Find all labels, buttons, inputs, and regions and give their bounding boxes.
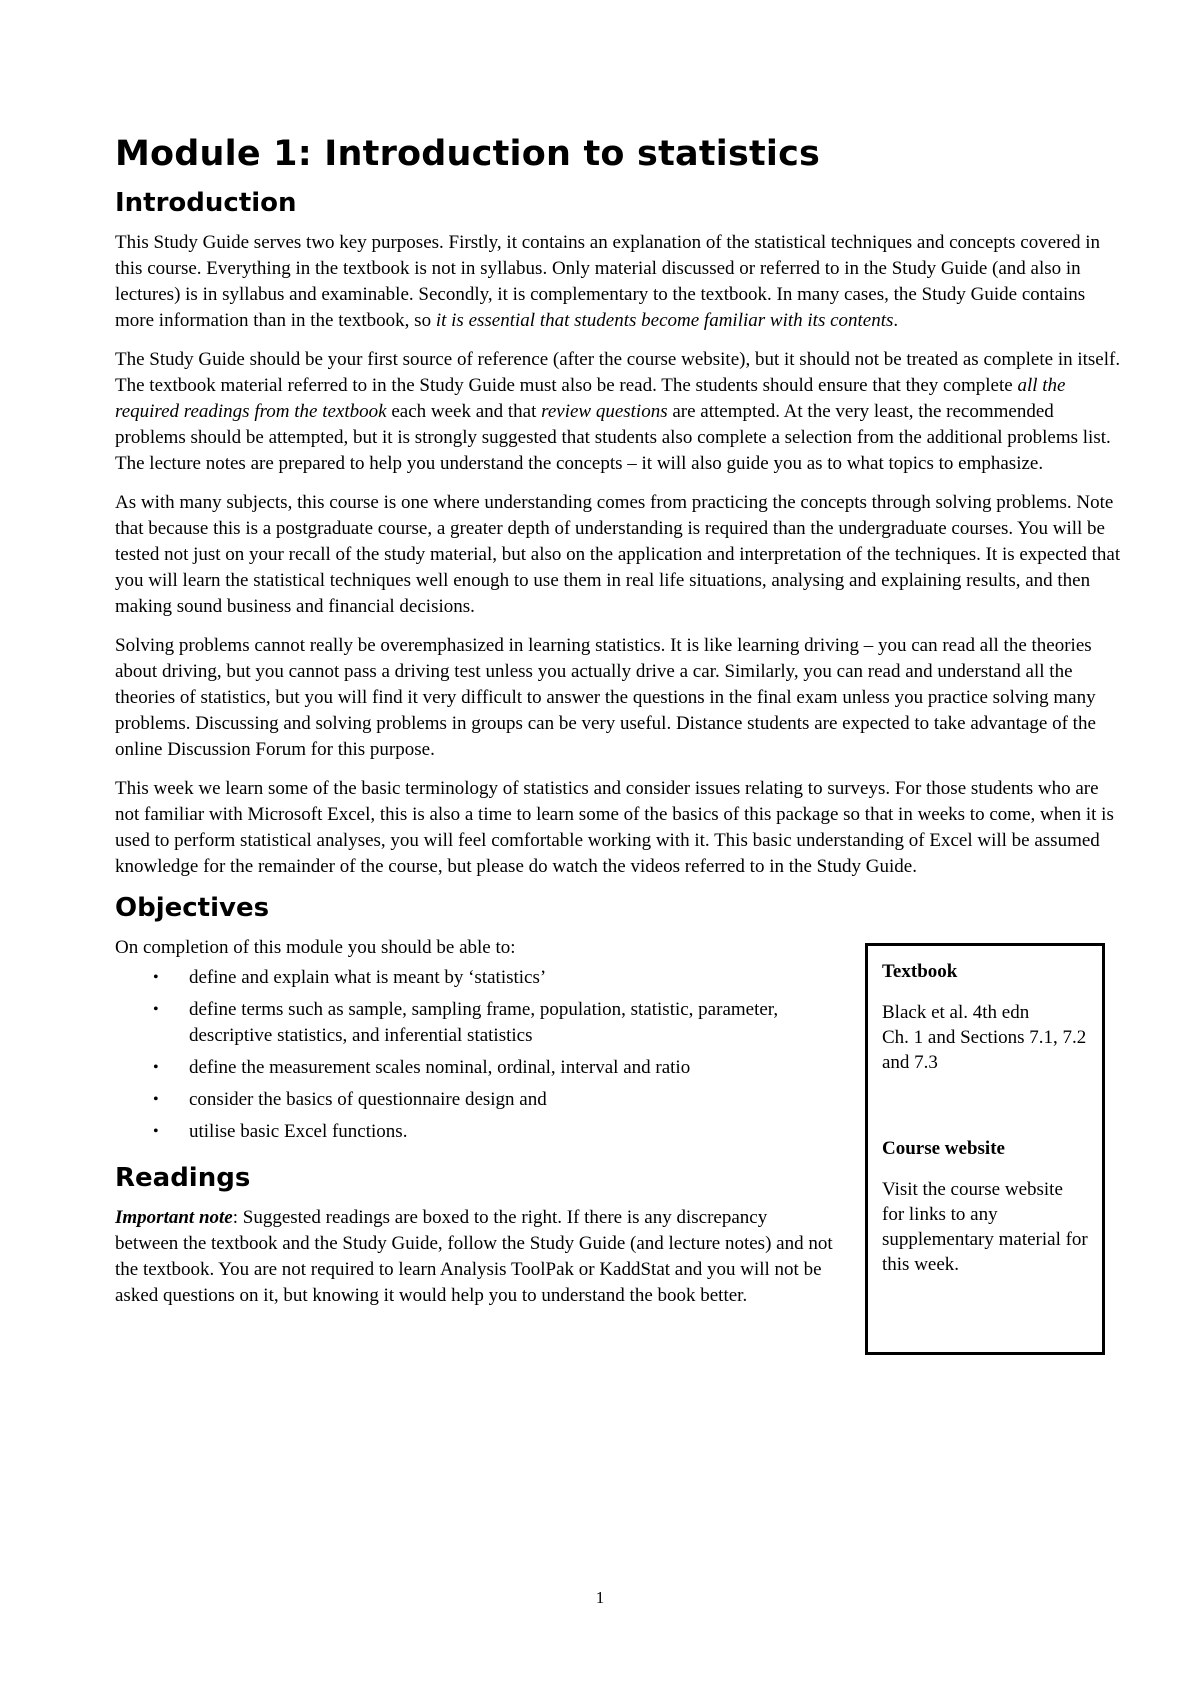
suggested-readings-box — [865, 943, 1105, 1355]
readings-note — [115, 1205, 835, 1309]
intro-paragraph-1 — [115, 230, 1125, 334]
course-website-heading: Course website — [882, 1138, 1005, 1159]
bullet-icon: • — [153, 969, 159, 986]
readings-heading: Readings — [115, 1163, 251, 1193]
bullet-icon: • — [153, 1059, 159, 1076]
readings-note-text: : Suggested readings are boxed to the right. If there is any discrepancy between the textbook and the Study Guide, follow the Study Guide (and lecture notes) and not the textbook. You are not required to learn Analysis ToolPak or KaddStat and you will not be asked questions on it, but knowing it would help you to understand the book better. — [115, 1207, 833, 1306]
objective-text: utilise basic Excel functions. — [189, 1121, 408, 1142]
objectives-list — [115, 965, 835, 1145]
intro-p2-c: are attempted. At the very least, the recommended problems should be attempted, but it is strongly suggested that students also complete a selection from the additional problems list. The lecture notes are prepared to help you understand the concepts – it will also guide you as to what topics to emphasize. — [115, 401, 1111, 474]
bullet-icon: • — [153, 1001, 159, 1018]
left-column — [115, 893, 835, 1309]
bullet-icon: • — [153, 1091, 159, 1108]
objectives-heading: Objectives — [115, 893, 270, 923]
intro-paragraph-3: As with many subjects, this course is one where understanding comes from practicing the concepts through solving problems. Note that because this is a postgraduate course, a greater depth of understanding is required than the undergraduate courses. You will be tested not just on your recall of the study material, but also on the application and interpretation of the techniques. It is expected that you will learn the statistical techniques well enough to use them in real life situations, analysing and explaining results, and then making sound business and financial decisions. — [115, 492, 1121, 617]
list-item — [115, 1087, 835, 1113]
introduction-heading: Introduction — [115, 188, 297, 218]
intro-p2-emphasis-1: all the required readings from the textbook — [115, 375, 1066, 422]
intro-paragraph-4: Solving problems cannot really be overemphasized in learning statistics. It is like learning driving – you can read all the theories about driving, but you cannot pass a driving test unless you actually drive a car. Similarly, you can read and understand all the theories of statistics, but you will find it very difficult to answer the questions in the final exam unless you practice solving many problems. Discussing and solving problems in groups can be very useful. Distance students are expected to take advantage of the online Discussion Forum for this purpose. — [115, 635, 1096, 760]
course-website-text: Visit the course website for links to any supplementary material for this week. — [882, 1179, 1088, 1275]
intro-p2-emphasis-2: review questions — [541, 401, 668, 422]
intro-p1-emphasis: it is essential that students become familiar with its contents — [435, 310, 894, 331]
list-item — [115, 1055, 835, 1081]
objective-text: define the measurement scales nominal, ordinal, interval and ratio — [189, 1057, 691, 1078]
intro-p1-text: This Study Guide serves two key purposes. Firstly, it contains an explanation of the statistical techniques and concepts covered in this course. Everything in the textbook is not in syllabus. Only material discussed or referred to in the Study Guide (and also in lectures) is in syllabus and examinable. Secondly, it is complementary to the textbook. In many cases, the Study Guide contains more information than in the textbook, so — [115, 232, 1100, 331]
page-content — [115, 120, 1125, 1322]
objective-text: consider the basics of questionnaire design and — [189, 1089, 547, 1110]
objective-text: define and explain what is meant by ‘statistics’ — [189, 967, 547, 988]
intro-p2-a: The Study Guide should be your first source of reference (after the course website), but it should not be treated as complete in itself. The textbook material referred to in the Study Guide must also be read. The students should ensure that they complete — [115, 349, 1121, 396]
box-spacer — [882, 1075, 1088, 1137]
intro-paragraph-5: This week we learn some of the basic terminology of statistics and consider issues relating to surveys. For those students who are not familiar with Microsoft Excel, this is also a time to learn some of the basics of this package so that in weeks to come, when it is used to perform statistical analyses, you will feel comfortable working with it. This basic understanding of Excel will be assumed knowledge for the remainder of the course, but please do watch the videos referred to in the Study Guide. — [115, 778, 1114, 877]
objectives-intro: On completion of this module you should be able to: — [115, 937, 516, 958]
list-item — [115, 997, 835, 1049]
important-note-label: Important note — [115, 1207, 233, 1228]
textbook-sections: Ch. 1 and Sections 7.1, 7.2 and 7.3 — [882, 1027, 1087, 1073]
bullet-icon: • — [153, 1123, 159, 1140]
page-title: Module 1: Introduction to statistics — [115, 134, 821, 174]
textbook-edition: Black et al. 4th edn — [882, 1002, 1030, 1023]
objectives-readings-section — [115, 893, 1125, 1309]
list-item — [115, 1119, 835, 1145]
objective-text: define terms such as sample, sampling frame, population, statistic, parameter, descriptive statistics, and inferential statistics — [189, 999, 779, 1046]
textbook-heading: Textbook — [882, 961, 958, 982]
page-number: 1 — [595, 1588, 605, 1607]
intro-paragraph-2 — [115, 347, 1125, 477]
list-item — [115, 965, 835, 991]
intro-p2-b: each week and that — [386, 401, 542, 422]
intro-p1-end: . — [893, 310, 899, 331]
